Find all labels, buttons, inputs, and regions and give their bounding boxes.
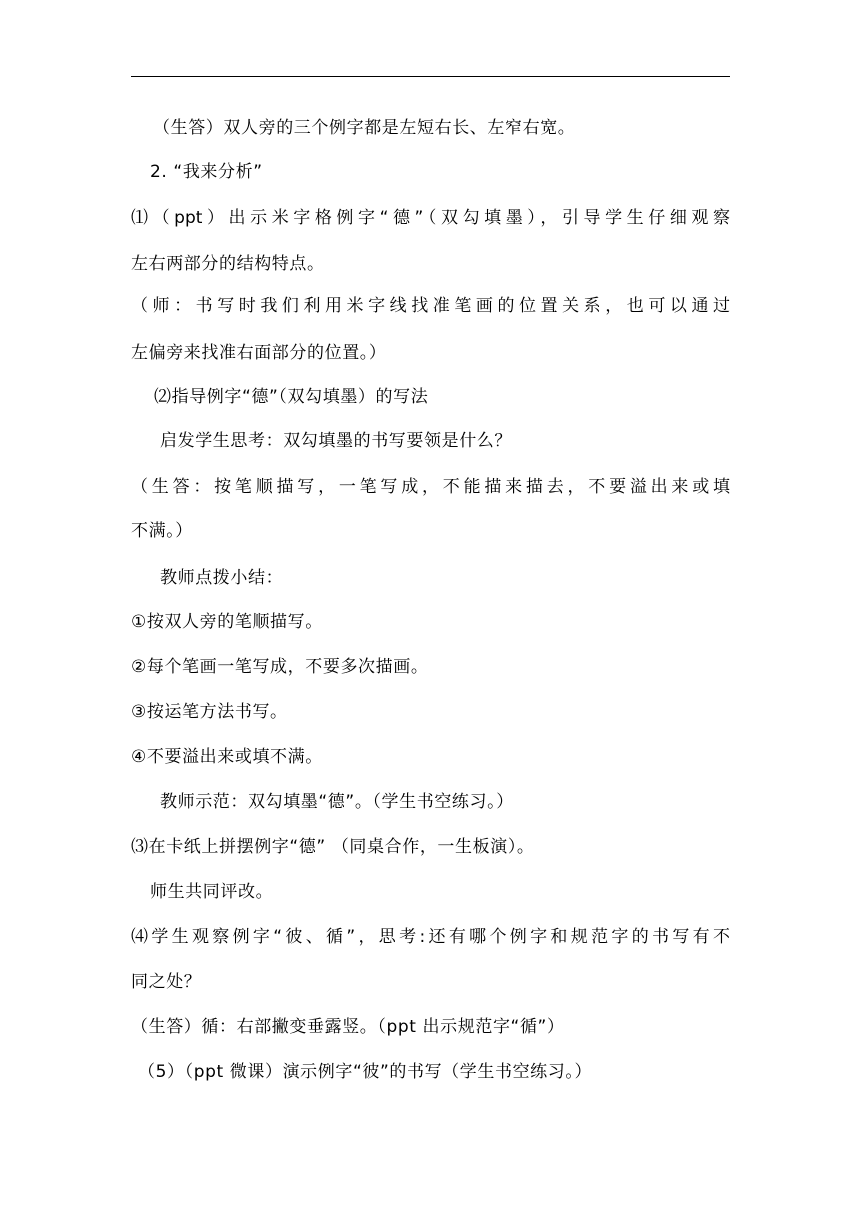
paragraph-line: （生答：按笔顺描写，一笔写成，不能描来描去，不要溢出来或填 [131, 477, 730, 497]
list-item: ①按双人旁的笔顺描写。 [131, 612, 323, 632]
paragraph-line: 左右两部分的结构特点。 [131, 254, 325, 274]
section-heading: 2. “我来分析” [150, 162, 263, 182]
paragraph-line: （5）（ppt 微课）演示例字“彼”的书写（学生书空练习。） [138, 1062, 593, 1082]
paragraph-line: ⑵指导例字“德”（双勾填墨）的写法 [154, 387, 429, 407]
paragraph-line: 不满。） [131, 521, 193, 541]
paragraph-line: ⑷学生观察例字“彼、循”，思考:还有哪个例字和规范字的书写有不 [131, 927, 730, 947]
paragraph-line: （生答）双人旁的三个例字都是左短右长、左窄右宽。 [153, 118, 576, 138]
paragraph-line: 师生共同评改。 [150, 882, 274, 902]
paragraph-line: 教师示范：双勾填墨“德”。（学生书空练习。） [160, 792, 514, 812]
paragraph-line: 同之处？ [131, 972, 202, 992]
list-item: ③按运笔方法书写。 [131, 702, 288, 722]
paragraph-line: 启发学生思考：双勾填墨的书写要领是什么？ [160, 431, 512, 451]
paragraph-line: ⑶在卡纸上拼摆例字“德” （同桌合作，一生板演）。 [131, 837, 535, 857]
list-item: ④不要溢出来或填不满。 [131, 747, 323, 767]
header-rule [131, 76, 730, 77]
paragraph-line: （生答）循：右部撇变垂露竖。（ppt 出示规范字“循”） [131, 1017, 565, 1037]
list-item: ②每个笔画一笔写成，不要多次描画。 [131, 657, 429, 677]
paragraph-line: 左偏旁来找准右面部分的位置。） [131, 343, 387, 363]
paragraph-line: ⑴（ppt）出示米字格例字“德”（双勾填墨），引导学生仔细观察 [131, 208, 730, 228]
paragraph-line: （师：书写时我们利用米字线找准笔画的位置关系，也可以通过 [131, 296, 730, 316]
paragraph-line: 教师点拨小结： [160, 568, 284, 588]
